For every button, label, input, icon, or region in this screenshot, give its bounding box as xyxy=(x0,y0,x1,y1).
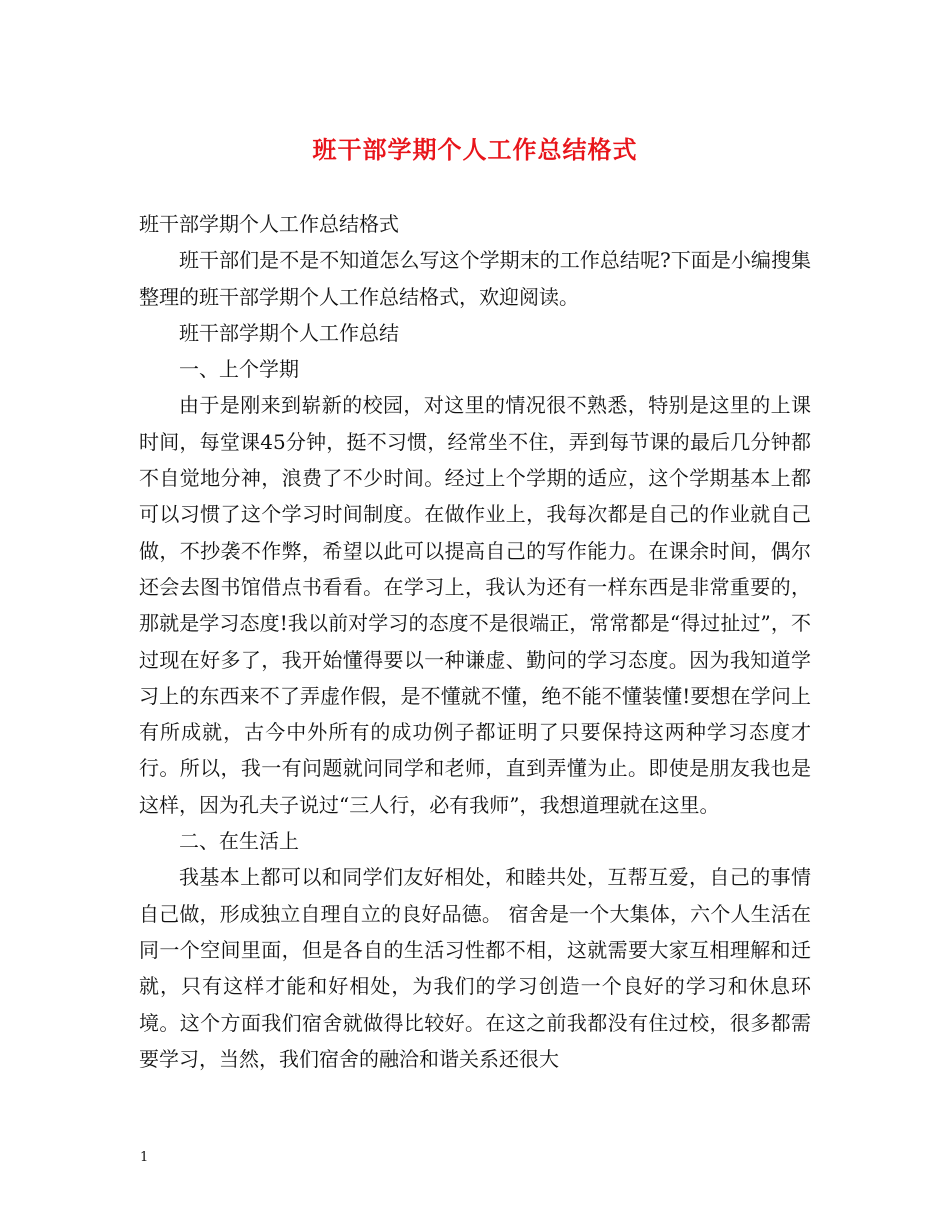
section-subtitle: 班干部学期个人工作总结 xyxy=(179,320,399,345)
body-paragraph: 我基本上都可以和同学们友好相处，和睦共处，互帮互爱，自己的事情自己做，形成独立自理自立的良好品德。 宿舍是一个大集体，六个人生活在同一个空间里面，但是各自的生活习性都不相，这就需要大家互相理解和迁就，只有这样才能和好相处，为我们的学习创造一个良好的学习和休息环境。这个方面我们宿舍就做得比较好。在这之前我都没有住过校，很多都需要学习，当然，我们宿舍的融洽和谐关系还很大 xyxy=(139,865,811,1071)
document-title: 班干部学期个人工作总结格式 xyxy=(312,135,638,164)
body-paragraph: 班干部们是不是不知道怎么写这个学期末的工作总结呢?下面是小编搜集整理的班干部学期个人工作总结格式，欢迎阅读。 xyxy=(139,248,811,309)
body-paragraph: 由于是刚来到崭新的校园，对这里的情况很不熟悉，特别是这里的上课时间，每堂课45分钟，挺不习惯，经常坐不住，弄到每节课的最后几分钟都不自觉地分神，浪费了不少时间。经过上个学期的适应，这个学期基本上都可以习惯了这个学习时间制度。在做作业上，我每次都是自己的作业就自己做，不抄袭不作弊，希望以此可以提高自己的写作能力。在课余时间，偶尔还会去图书馆借点书看看。在学习上，我认为还有一样东西是非常重要的，那就是学习态度!我以前对学习的态度不是很端正，常常都是“得过扯过”，不过现在好多了，我开始懂得要以一种谦虚、勤问的学习态度。因为我知道学习上的东西来不了弄虚作假，是不懂就不懂，绝不能不懂装懂!要想在学问上有所成就，古今中外所有的成功例子都证明了只要保持这两种学习态度才行。所以，我一有问题就问同学和老师，直到弄懂为止。即使是朋友我也是这样，因为孔夫子说过“三人行，必有我师”，我想道理就在这里。 xyxy=(139,393,811,817)
document-body xyxy=(139,206,811,1077)
page-number: 1 xyxy=(140,1150,149,1165)
section-heading: 一、上个学期 xyxy=(179,357,299,382)
section-heading: 二、在生活上 xyxy=(179,829,299,854)
body-paragraph: 班干部学期个人工作总结格式 xyxy=(139,212,399,236)
